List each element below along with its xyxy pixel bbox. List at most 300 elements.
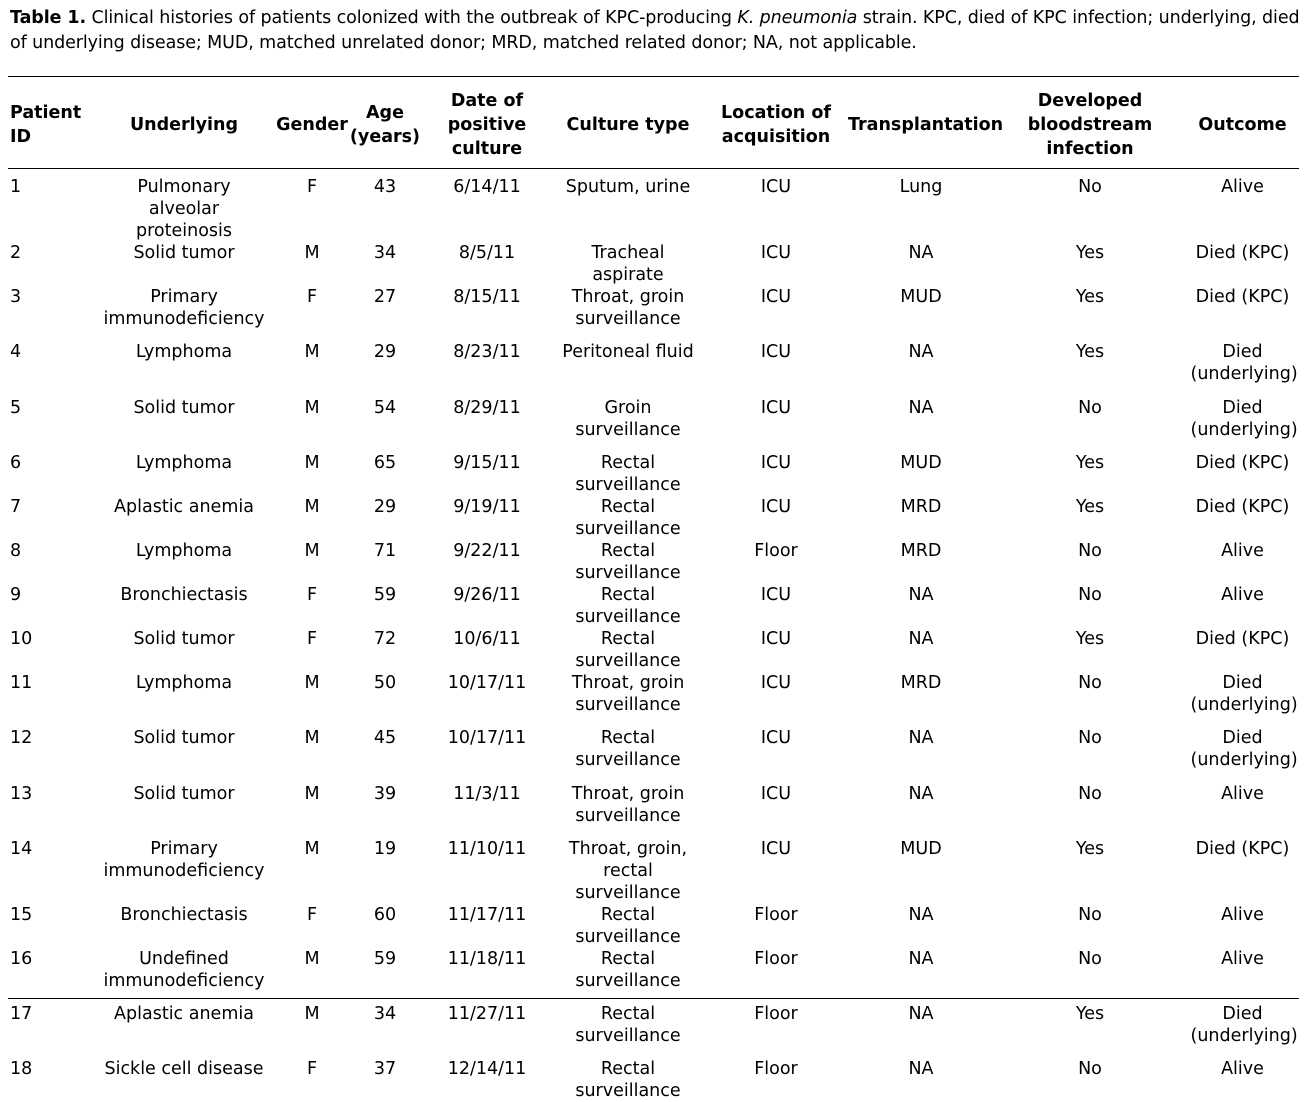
cell-transplantation-text: NA xyxy=(908,1059,934,1079)
header-transplantation xyxy=(848,82,1004,168)
cell-age xyxy=(348,397,422,452)
cell-outcome-text: Alive xyxy=(1221,784,1264,804)
cell-outcome xyxy=(1186,286,1299,341)
cell-outcome xyxy=(1186,584,1299,628)
cell-outcome xyxy=(1186,948,1299,1003)
header-line: ID xyxy=(10,127,32,147)
cell-age xyxy=(348,783,422,838)
table-row xyxy=(8,341,1299,397)
cell-outcome xyxy=(1186,496,1299,540)
table-caption xyxy=(10,6,1302,56)
cell-transplantation-text: MRD xyxy=(900,497,942,517)
cell-bloodstream xyxy=(994,397,1186,452)
cell-date xyxy=(422,672,552,727)
cell-gender xyxy=(276,1003,348,1058)
cell-transplantation xyxy=(848,1003,994,1058)
cell-bloodstream-text: No xyxy=(1078,585,1102,605)
cell-age-text: 29 xyxy=(373,342,397,362)
cell-patient-id xyxy=(8,783,92,838)
cell-underlying xyxy=(92,1003,276,1058)
cell-underlying xyxy=(92,286,276,341)
cell-gender-text: F xyxy=(306,629,318,649)
cell-underlying-text: Aplastic anemia xyxy=(114,497,254,517)
cell-outcome xyxy=(1186,1058,1299,1102)
cell-transplantation xyxy=(848,948,994,1003)
table-row xyxy=(8,452,1299,496)
cell-transplantation-text: NA xyxy=(908,342,934,362)
cell-underlying xyxy=(92,242,276,286)
cell-bloodstream xyxy=(994,242,1186,286)
cell-bloodstream-text: Yes xyxy=(1075,497,1105,517)
cell-age-text: 39 xyxy=(373,784,397,804)
cell-age xyxy=(348,584,422,628)
cell-outcome-text: Died (underlying) xyxy=(1190,728,1298,770)
cell-location-text: ICU xyxy=(760,243,792,263)
cell-underlying-text: Sickle cell disease xyxy=(104,1059,264,1079)
header-line: (years) xyxy=(349,127,421,147)
cell-age-text: 34 xyxy=(373,1004,397,1024)
cell-underlying xyxy=(92,176,276,242)
cell-transplantation-text: NA xyxy=(908,1004,934,1024)
cell-age xyxy=(348,452,422,496)
cell-culture-type-text: Throat, groin surveillance xyxy=(571,673,685,715)
cell-bloodstream xyxy=(994,904,1186,948)
cell-outcome xyxy=(1186,540,1299,584)
cell-patient-id xyxy=(8,1058,92,1102)
table-body xyxy=(8,168,1299,1102)
cell-age-text: 37 xyxy=(373,1059,397,1079)
header-line: bloodstream xyxy=(1027,115,1153,135)
cell-location-text: ICU xyxy=(760,497,792,517)
cell-culture-type-text: Tracheal aspirate xyxy=(591,243,665,285)
cell-underlying-text: Lymphoma xyxy=(135,453,233,473)
header-line: positive xyxy=(447,115,527,135)
cell-underlying xyxy=(92,341,276,397)
cell-date xyxy=(422,783,552,838)
cell-underlying-text: Solid tumor xyxy=(133,629,235,649)
cell-location-text: Floor xyxy=(754,1004,798,1024)
caption-text-before: Clinical histories of patients colonized with the outbreak of KPC-producing xyxy=(86,8,738,28)
header-line: Age xyxy=(366,103,404,123)
cell-outcome-text: Died (KPC) xyxy=(1195,453,1290,473)
cell-culture-type xyxy=(552,628,704,672)
cell-location-text: ICU xyxy=(760,673,792,693)
cell-transplantation xyxy=(848,904,994,948)
cell-outcome xyxy=(1186,452,1299,496)
cell-location-text: ICU xyxy=(760,342,792,362)
cell-underlying xyxy=(92,584,276,628)
cell-culture-type-text: Rectal surveillance xyxy=(575,453,681,495)
cell-culture-type xyxy=(552,397,704,452)
cell-patient-id-text: 17 xyxy=(10,1004,33,1024)
cell-location xyxy=(704,783,848,838)
caption-label: Table 1. xyxy=(10,8,87,28)
cell-gender-text: M xyxy=(304,673,320,693)
header-underlying xyxy=(92,82,276,168)
cell-culture-type xyxy=(552,496,704,540)
cell-underlying-text: Lymphoma xyxy=(135,342,233,362)
cell-underlying xyxy=(92,628,276,672)
cell-bloodstream xyxy=(994,783,1186,838)
cell-transplantation xyxy=(848,176,994,242)
cell-age xyxy=(348,540,422,584)
cell-underlying-text: Primary immunodeficiency xyxy=(103,287,265,329)
cell-culture-type-text: Rectal surveillance xyxy=(575,1059,681,1101)
cell-patient-id xyxy=(8,540,92,584)
cell-date xyxy=(422,948,552,1003)
cell-underlying xyxy=(92,727,276,783)
cell-location xyxy=(704,838,848,904)
cell-age-text: 27 xyxy=(373,287,397,307)
cell-location-text: Floor xyxy=(754,949,798,969)
header-gap-cell xyxy=(8,168,1299,176)
table-row xyxy=(8,1058,1299,1102)
header-line: Underlying xyxy=(129,115,239,135)
cell-gender xyxy=(276,341,348,397)
cell-patient-id xyxy=(8,176,92,242)
cell-gender-text: M xyxy=(304,728,320,748)
table-row xyxy=(8,727,1299,783)
cell-location xyxy=(704,242,848,286)
cell-transplantation-text: MUD xyxy=(900,453,942,473)
cell-date xyxy=(422,176,552,242)
cell-culture-type xyxy=(552,783,704,838)
cell-bloodstream xyxy=(994,176,1186,242)
cell-underlying xyxy=(92,948,276,1003)
cell-date-text: 9/19/11 xyxy=(453,497,521,517)
cell-outcome xyxy=(1186,783,1299,838)
cell-location-text: ICU xyxy=(760,728,792,748)
cell-patient-id-text: 9 xyxy=(10,585,22,605)
cell-gender-text: M xyxy=(304,839,320,859)
cell-location xyxy=(704,1058,848,1102)
cell-transplantation-text: NA xyxy=(908,398,934,418)
cell-bloodstream-text: No xyxy=(1078,541,1102,561)
cell-location-text: Floor xyxy=(754,1059,798,1079)
cell-underlying xyxy=(92,452,276,496)
cell-bloodstream xyxy=(994,1003,1186,1058)
cell-underlying-text: Bronchiectasis xyxy=(120,905,248,925)
cell-age xyxy=(348,672,422,727)
cell-location xyxy=(704,948,848,1003)
header-line: Patient xyxy=(10,103,82,123)
cell-transplantation xyxy=(848,628,994,672)
cell-outcome-text: Died (KPC) xyxy=(1195,287,1290,307)
header-line: Location of xyxy=(721,103,831,123)
header-location xyxy=(704,82,848,168)
cell-gender-text: M xyxy=(304,949,320,969)
cell-location xyxy=(704,452,848,496)
cell-patient-id-text: 6 xyxy=(10,453,22,473)
table-row xyxy=(8,1003,1299,1058)
cell-patient-id xyxy=(8,727,92,783)
cell-date-text: 10/17/11 xyxy=(447,728,527,748)
cell-underlying-text: Pulmonary alveolar proteinosis xyxy=(135,177,232,241)
cell-gender xyxy=(276,948,348,1003)
table-row xyxy=(8,242,1299,286)
cell-bloodstream xyxy=(994,1058,1186,1102)
cell-culture-type-text: Throat, groin, rectal surveillance xyxy=(568,839,688,903)
cell-age-text: 19 xyxy=(373,839,397,859)
cell-age-text: 29 xyxy=(373,497,397,517)
cell-patient-id-text: 7 xyxy=(10,497,22,517)
cell-date xyxy=(422,242,552,286)
cell-location xyxy=(704,397,848,452)
cell-transplantation-text: MRD xyxy=(900,541,942,561)
cell-location xyxy=(704,584,848,628)
cell-date xyxy=(422,1003,552,1058)
cell-patient-id-text: 14 xyxy=(10,839,33,859)
cell-culture-type-text: Sputum, urine xyxy=(565,177,691,197)
cell-underlying-text: Bronchiectasis xyxy=(120,585,248,605)
cell-gender xyxy=(276,628,348,672)
cell-underlying xyxy=(92,904,276,948)
table-row xyxy=(8,783,1299,838)
cell-underlying xyxy=(92,496,276,540)
cell-gender-text: F xyxy=(306,585,318,605)
cell-underlying-text: Lymphoma xyxy=(135,673,233,693)
cell-gender-text: F xyxy=(306,1059,318,1079)
cell-location-text: ICU xyxy=(760,629,792,649)
cell-age xyxy=(348,628,422,672)
cell-age xyxy=(348,904,422,948)
cell-location-text: Floor xyxy=(754,905,798,925)
cell-underlying xyxy=(92,397,276,452)
cell-date xyxy=(422,286,552,341)
cell-patient-id-text: 4 xyxy=(10,342,22,362)
cell-outcome xyxy=(1186,397,1299,452)
cell-underlying-text: Solid tumor xyxy=(133,728,235,748)
cell-bloodstream xyxy=(994,452,1186,496)
cell-bloodstream xyxy=(994,540,1186,584)
cell-bloodstream xyxy=(994,286,1186,341)
cell-age-text: 60 xyxy=(373,905,397,925)
table-row xyxy=(8,286,1299,341)
cell-culture-type-text: Rectal surveillance xyxy=(575,728,681,770)
cell-transplantation-text: NA xyxy=(908,905,934,925)
table-row xyxy=(8,397,1299,452)
header-line: Transplantation xyxy=(848,115,1004,135)
cell-underlying xyxy=(92,1058,276,1102)
cell-patient-id-text: 10 xyxy=(10,629,33,649)
cell-date-text: 11/18/11 xyxy=(447,949,527,969)
cell-outcome-text: Died (KPC) xyxy=(1195,497,1290,517)
cell-patient-id xyxy=(8,948,92,1003)
cell-bloodstream-text: Yes xyxy=(1075,1004,1105,1024)
cell-patient-id-text: 15 xyxy=(10,905,33,925)
cell-bloodstream xyxy=(994,584,1186,628)
table-row xyxy=(8,628,1299,672)
cell-outcome-text: Alive xyxy=(1221,541,1264,561)
cell-date xyxy=(422,341,552,397)
cell-date-text: 11/17/11 xyxy=(447,905,527,925)
header-row xyxy=(8,82,1299,168)
header-line: Gender xyxy=(276,115,348,135)
cell-gender xyxy=(276,904,348,948)
cell-culture-type xyxy=(552,286,704,341)
cell-gender-text: M xyxy=(304,243,320,263)
cell-date xyxy=(422,628,552,672)
cell-date xyxy=(422,496,552,540)
cell-gender-text: F xyxy=(306,177,318,197)
cell-culture-type xyxy=(552,452,704,496)
cell-date-text: 10/17/11 xyxy=(447,673,527,693)
cell-gender-text: M xyxy=(304,453,320,473)
table-row xyxy=(8,496,1299,540)
cell-bloodstream xyxy=(994,727,1186,783)
cell-location xyxy=(704,727,848,783)
cell-transplantation xyxy=(848,540,994,584)
cell-date-text: 9/15/11 xyxy=(453,453,521,473)
cell-age-text: 72 xyxy=(373,629,397,649)
cell-transplantation xyxy=(848,341,994,397)
cell-transplantation xyxy=(848,452,994,496)
cell-bloodstream-text: No xyxy=(1078,673,1102,693)
cell-date xyxy=(422,1058,552,1102)
cell-patient-id xyxy=(8,1003,92,1058)
cell-transplantation xyxy=(848,783,994,838)
cell-culture-type-text: Rectal surveillance xyxy=(575,905,681,947)
cell-gender xyxy=(276,242,348,286)
cell-location-text: Floor xyxy=(754,541,798,561)
cell-transplantation-text: NA xyxy=(908,629,934,649)
cell-bloodstream-text: Yes xyxy=(1075,287,1105,307)
cell-patient-id xyxy=(8,452,92,496)
cell-underlying xyxy=(92,838,276,904)
cell-date-text: 8/15/11 xyxy=(453,287,521,307)
table-row xyxy=(8,838,1299,904)
header-line: culture xyxy=(451,139,523,159)
cell-patient-id-text: 3 xyxy=(10,287,22,307)
cell-bloodstream-text: No xyxy=(1078,1059,1102,1079)
cell-location-text: ICU xyxy=(760,177,792,197)
cell-location-text: ICU xyxy=(760,585,792,605)
caption-organism: K. pneumonia xyxy=(737,8,858,28)
cell-bloodstream xyxy=(994,838,1186,904)
header-gap xyxy=(8,168,1299,176)
cell-date xyxy=(422,904,552,948)
cell-culture-type xyxy=(552,540,704,584)
cell-transplantation-text: NA xyxy=(908,243,934,263)
cell-age-text: 71 xyxy=(373,541,397,561)
cell-outcome-text: Alive xyxy=(1221,177,1264,197)
cell-transplantation xyxy=(848,397,994,452)
cell-bloodstream-text: No xyxy=(1078,177,1102,197)
cell-underlying xyxy=(92,783,276,838)
cell-outcome-text: Died (underlying) xyxy=(1190,342,1298,384)
cell-culture-type xyxy=(552,838,704,904)
cell-patient-id xyxy=(8,584,92,628)
cell-culture-type-text: Rectal surveillance xyxy=(575,1004,681,1046)
table-row xyxy=(8,540,1299,584)
cell-underlying xyxy=(92,672,276,727)
cell-age xyxy=(348,286,422,341)
cell-location xyxy=(704,341,848,397)
cell-bloodstream xyxy=(994,341,1186,397)
cell-underlying-text: Lymphoma xyxy=(135,541,233,561)
cell-date-text: 9/26/11 xyxy=(453,585,521,605)
cell-gender xyxy=(276,496,348,540)
cell-date-text: 6/14/11 xyxy=(453,177,521,197)
cell-transplantation-text: NA xyxy=(908,949,934,969)
cell-gender-text: M xyxy=(304,497,320,517)
cell-outcome xyxy=(1186,628,1299,672)
cell-transplantation xyxy=(848,496,994,540)
cell-outcome xyxy=(1186,672,1299,727)
cell-date-text: 10/6/11 xyxy=(453,629,521,649)
cell-transplantation xyxy=(848,242,994,286)
cell-culture-type-text: Rectal surveillance xyxy=(575,949,681,991)
cell-patient-id-text: 1 xyxy=(10,177,22,197)
header-outcome xyxy=(1186,82,1299,168)
cell-underlying-text: Solid tumor xyxy=(133,784,235,804)
cell-patient-id-text: 13 xyxy=(10,784,33,804)
cell-gender xyxy=(276,452,348,496)
cell-transplantation-text: MUD xyxy=(900,287,942,307)
cell-age-text: 59 xyxy=(373,949,397,969)
cell-patient-id-text: 5 xyxy=(10,398,22,418)
cell-culture-type xyxy=(552,904,704,948)
cell-underlying-text: Solid tumor xyxy=(133,243,235,263)
cell-gender xyxy=(276,838,348,904)
header-bloodstream xyxy=(994,82,1186,168)
cell-bloodstream-text: No xyxy=(1078,398,1102,418)
cell-patient-id xyxy=(8,628,92,672)
cell-location xyxy=(704,628,848,672)
cell-bloodstream xyxy=(994,496,1186,540)
cell-patient-id-text: 16 xyxy=(10,949,33,969)
cell-location-text: ICU xyxy=(760,839,792,859)
cell-location xyxy=(704,286,848,341)
cell-patient-id xyxy=(8,904,92,948)
cell-date-text: 8/5/11 xyxy=(458,243,516,263)
cell-outcome xyxy=(1186,838,1299,904)
cell-patient-id xyxy=(8,672,92,727)
cell-culture-type xyxy=(552,584,704,628)
cell-patient-id xyxy=(8,242,92,286)
cell-date-text: 11/27/11 xyxy=(447,1004,527,1024)
cell-age xyxy=(348,1058,422,1102)
cell-culture-type-text: Groin surveillance xyxy=(575,398,681,440)
cell-date-text: 11/10/11 xyxy=(447,839,527,859)
cell-outcome-text: Died (KPC) xyxy=(1195,629,1290,649)
cell-culture-type xyxy=(552,176,704,242)
cell-date-text: 9/22/11 xyxy=(453,541,521,561)
cell-gender-text: M xyxy=(304,541,320,561)
cell-outcome xyxy=(1186,242,1299,286)
cell-patient-id xyxy=(8,838,92,904)
cell-culture-type-text: Throat, groin surveillance xyxy=(571,287,685,329)
cell-age-text: 34 xyxy=(373,243,397,263)
cell-outcome xyxy=(1186,341,1299,397)
cell-bloodstream-text: No xyxy=(1078,949,1102,969)
cell-patient-id-text: 2 xyxy=(10,243,22,263)
cell-date-text: 12/14/11 xyxy=(447,1059,527,1079)
cell-gender-text: F xyxy=(306,287,318,307)
cell-bloodstream-text: No xyxy=(1078,905,1102,925)
cell-age xyxy=(348,176,422,242)
cell-transplantation xyxy=(848,1058,994,1102)
cell-age xyxy=(348,496,422,540)
cell-culture-type-text: Rectal surveillance xyxy=(575,629,681,671)
cell-gender-text: M xyxy=(304,1004,320,1024)
header-line: acquisition xyxy=(721,127,831,147)
cell-bloodstream-text: No xyxy=(1078,784,1102,804)
table-top-rule xyxy=(8,76,1299,77)
cell-date xyxy=(422,727,552,783)
cell-gender xyxy=(276,397,348,452)
cell-culture-type xyxy=(552,1058,704,1102)
